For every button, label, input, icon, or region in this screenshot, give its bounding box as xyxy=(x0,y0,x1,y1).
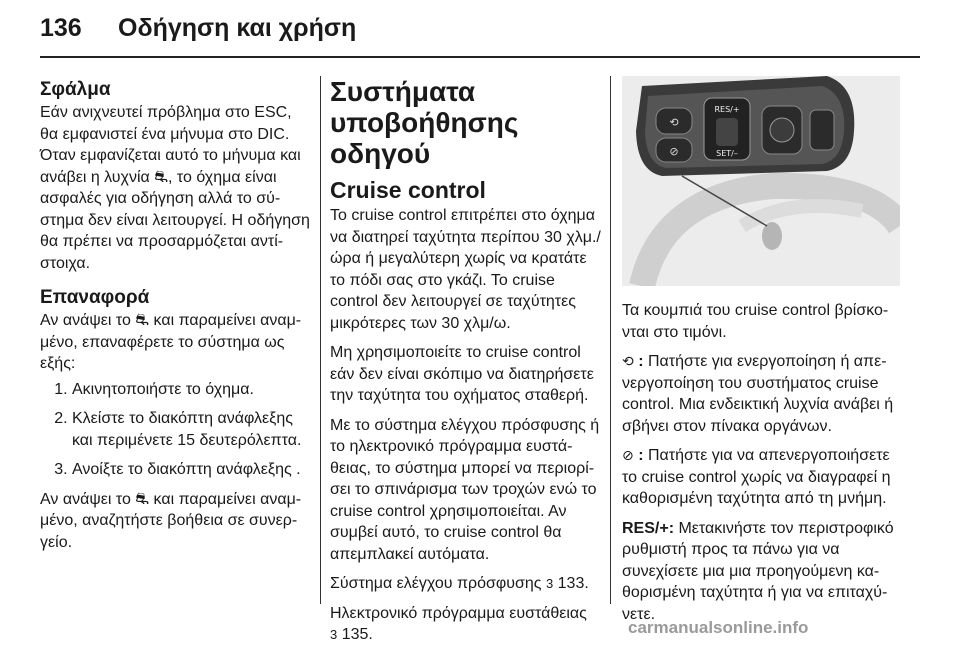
reset-step: 3. Ανοίξτε το διακόπτη ανάφλεξης . xyxy=(72,459,312,481)
item-cancel-text: Πατήστε για να απενεργοποιήσετε το cruise control χωρίς να διαγραφεί η καθορισμένη ταχύτητα από τη μνήμη. xyxy=(622,447,891,507)
esp-ref xyxy=(330,603,606,646)
traction-ref-text: Σύστημα ελέγχου πρόσφυσης xyxy=(330,575,542,592)
fault-paragraph: Εάν ανιχνευτεί πρόβλημα στο ESC, θα εμφανιστεί ένα μήνυμα στο DIC. Όταν εμφανίζεται αυτό το μήνυμα και ανάβει η λυχνία ⛐, το όχημα είναι ασφαλές για οδήγηση αλλά το σύστημα δεν είναι λειτουργεί. Η οδήγηση θα πρέπει να προσαρμόζεται αντίστοιχα. xyxy=(40,104,310,272)
cruise-paragraph-1: Το cruise control επιτρέπει στο όχημα να διατηρεί ταχύτητα περίπου 30 χλμ./ώρα ή μεγαλύτερη χωρίς να κρατάτε το πόδι σας στο γκάζι. Το cruise control δεν λειτουργεί σε ταχύτητες μικρότερες των 30 χλμ/ω. xyxy=(330,207,601,332)
item-res xyxy=(622,518,908,626)
fault-heading: Σφάλμα xyxy=(40,79,111,100)
column-divider xyxy=(320,76,321,604)
traction-ref xyxy=(330,573,606,595)
reset-step: 1. Ακινητοποιήστε το όχημα. xyxy=(72,379,312,401)
item-cancel-key: : xyxy=(638,447,644,464)
cruise-paragraph-2: Μη χρησιμοποιείτε το cruise control εάν δεν είναι σκόπιμο να διατηρήσετε την ταχύτητα του οχήματος σταθερή. xyxy=(330,344,594,404)
ref-arrow-icon: 3 xyxy=(545,576,554,591)
item-res-text: Μετακινήστε τον περιστροφικό ρυθμιστή προς τα πάνω για να συνεχίσετε μια μια προηγούμενη καθορισμένη ταχύτητα ή για να επιταχύνετε. xyxy=(622,519,894,623)
item-res-key: RES/+: xyxy=(622,519,675,537)
ref-arrow-icon: 3 xyxy=(330,627,338,642)
column-left xyxy=(40,78,312,561)
watermark: carmanualsonline.info xyxy=(628,618,809,637)
reset-heading: Επαναφορά xyxy=(40,287,150,308)
cruise-cancel-icon: ⊘ xyxy=(622,447,634,463)
reset-intro: Αν ανάψει το ⛐ και παραμείνει αναμμένο, επαναφέρετε το σύστημα ως εξής: xyxy=(40,312,302,372)
traction-ref-page[interactable]: 133. xyxy=(557,575,589,592)
reset-step: 2. Κλείστε το διακόπτη ανάφλεξης και περιμένετε 15 δευτερόλεπτα. xyxy=(72,408,312,451)
column-divider xyxy=(610,76,611,604)
cruise-paragraph-3: Με το σύστημα ελέγχου πρόσφυσης ή το ηλεκτρονικό πρόγραμμα ευστάθειας, το σύστημα μπορεί να περιορίσει το σπινάρισμα των τροχών ενώ το cruise control χρησιμοποιείται. Αν συμβεί αυτό, το cruise control θα απεμπλακεί αυτόματα. xyxy=(330,416,600,563)
svg-text:⊘: ⊘ xyxy=(669,145,679,158)
item-onoff-text: Πατήστε για ενεργοποίηση ή απενεργοποίηση του συστήματος cruise control. Μια ενδεικτική λυχνία ανάβει ή σβήνει στον πίνακα οργάνων. xyxy=(622,353,894,435)
steering-wheel-photo xyxy=(622,76,900,286)
column-right xyxy=(622,300,908,633)
photo-caption: Τα κουμπιά του cruise control βρίσκονται στο τιμόνι. xyxy=(622,302,889,341)
section-title: Συστήματα υποβοήθησης οδηγού xyxy=(330,76,519,169)
chapter-title: Οδήγηση και χρήση xyxy=(118,14,357,42)
reset-steps xyxy=(40,379,312,481)
subsection-title: Cruise control xyxy=(330,177,486,203)
res-label: RES/+ xyxy=(714,105,740,114)
esp-ref-page[interactable]: 135. xyxy=(341,626,373,643)
reset-outro: Αν ανάψει το ⛐ και παραμείνει αναμμένο, αναζητήστε βοήθεια σε συνεργείο. xyxy=(40,490,302,551)
item-onoff-key: : xyxy=(638,353,644,370)
page-number: 136 xyxy=(40,14,82,42)
item-onoff xyxy=(622,351,908,437)
set-label: SET/– xyxy=(716,149,738,158)
cruise-onoff-icon: ⟲ xyxy=(622,353,634,369)
esp-ref-text: Ηλεκτρονικό πρόγραμμα ευστάθειας xyxy=(330,604,587,622)
item-cancel xyxy=(622,445,908,510)
column-middle xyxy=(330,76,606,654)
header-rule xyxy=(40,56,920,58)
steering-wheel-illustration xyxy=(622,76,900,286)
svg-text:⟲: ⟲ xyxy=(669,116,679,129)
